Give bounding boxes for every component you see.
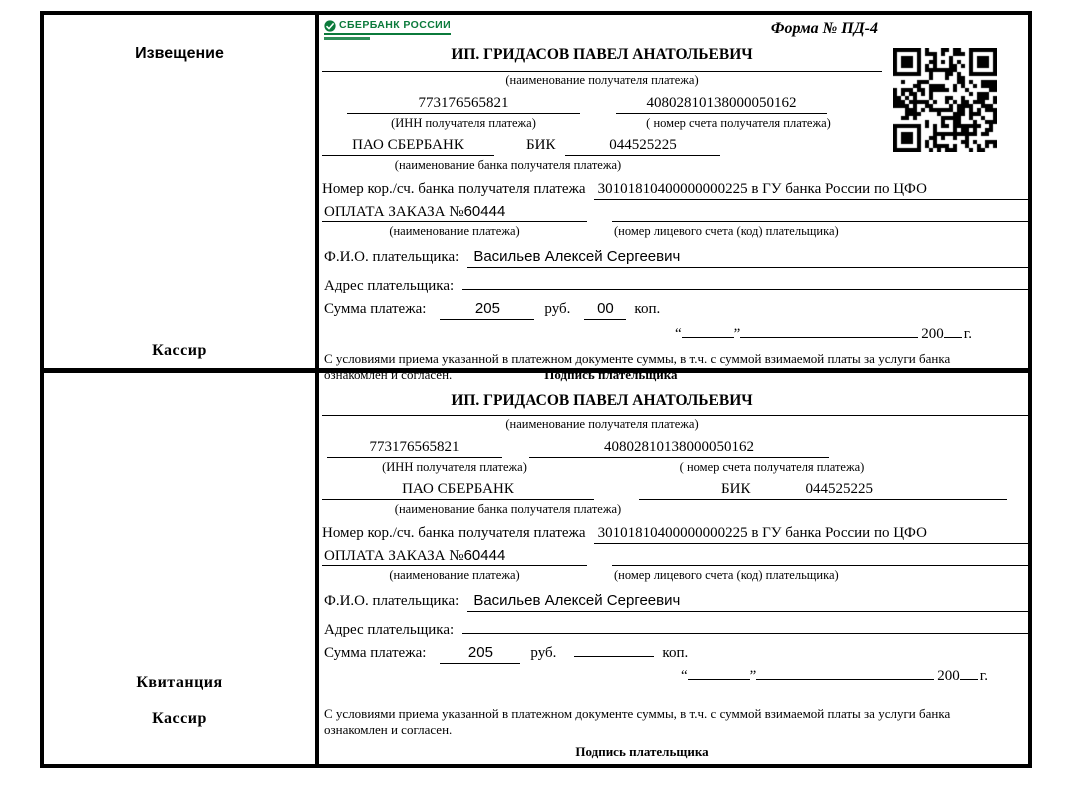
- sberbank-logo-tagline: [324, 37, 370, 40]
- qr-code: [893, 48, 997, 152]
- caption-personal-account: (номер лицевого счета (код) плательщика): [614, 568, 839, 583]
- corr-account-value: 30101810400000000225 в ГУ банка России по ЦФО: [594, 180, 1028, 200]
- payer-address-value: [462, 275, 1028, 290]
- rubles-label: руб.: [530, 645, 557, 662]
- caption-account: ( номер счета получателя платежа): [646, 115, 831, 130]
- caption-recipient-name: (наименование получателя платежа): [505, 417, 699, 432]
- payer-name-label: Ф.И.О. плательщика:: [324, 592, 460, 609]
- close-quote: ”: [749, 668, 757, 685]
- rubles-label: руб.: [544, 301, 571, 318]
- sum-rubles-value: 205: [440, 644, 520, 664]
- payer-address-label: Адрес плательщика:: [324, 621, 455, 638]
- account-value: 40802810138000050162: [529, 438, 829, 458]
- sberbank-logo: [324, 19, 451, 40]
- year-prefix: 200: [921, 326, 944, 343]
- payer-name-value: Васильев Алексей Сергеевич: [467, 592, 1028, 612]
- agreement-text-line1: С условиями приема указанной в платежном документе суммы, в т.ч. с суммой взимаемой платы за услуги банка: [324, 705, 951, 721]
- form-header: [322, 17, 1028, 45]
- recipient-title: ИП. ГРИДАСОВ ПАВЕЛ АНАТОЛЬЕВИЧ: [451, 392, 753, 409]
- corr-account-label: Номер кор./сч. банка получателя платежа: [322, 180, 586, 197]
- caption-bank-name: (наименование банка получателя платежа): [394, 502, 622, 517]
- payer-name-label: Ф.И.О. плательщика:: [324, 248, 460, 265]
- year-suffix: г.: [963, 326, 972, 343]
- agreement-text: [322, 706, 994, 739]
- notice-section: [44, 15, 1028, 383]
- inn-value: 773176565821: [347, 94, 580, 114]
- agreement-text-line1: С условиями приема указанной в платежном документе суммы, в т.ч. с суммой взимаемой платы за услуги банка: [324, 350, 951, 366]
- caption-inn: (ИНН получателя платежа): [391, 115, 536, 130]
- caption-payment-name: (наименование платежа): [389, 224, 520, 239]
- payment-name-value: [322, 547, 587, 567]
- pd4-payment-form: [40, 11, 1032, 768]
- corr-account-label: Номер кор./сч. банка получателя платежа: [322, 524, 586, 541]
- order-number-value: 60444: [463, 202, 506, 220]
- payer-signature-label: Подпись плательщика: [544, 367, 678, 383]
- payment-sum-label: Сумма платежа:: [324, 645, 427, 662]
- open-quote: “: [674, 326, 682, 343]
- cashier-label: Кассир: [152, 342, 207, 359]
- agreement-text-line2: ознакомлен и согласен.: [324, 722, 453, 738]
- year-prefix: 200: [937, 668, 960, 685]
- receipt-stub-column: [44, 373, 319, 764]
- personal-account-line: [612, 547, 1028, 567]
- bik-label: БИК: [526, 137, 556, 154]
- notice-label: Извещение: [135, 45, 224, 62]
- date-day-line: [682, 337, 734, 338]
- sberbank-logo-text: СБЕРБАНК РОССИИ: [339, 19, 452, 31]
- payer-name-value: Васильев Алексей Сергеевич: [467, 248, 1028, 268]
- sum-rubles-value: 205: [440, 300, 534, 320]
- cashier-label: Кассир: [152, 710, 207, 727]
- bik-label: БИК: [721, 481, 751, 498]
- year-line: [960, 679, 978, 680]
- caption-account: ( номер счета получателя платежа): [679, 459, 865, 474]
- kopecks-label: коп.: [662, 645, 689, 662]
- caption-recipient-name: (наименование получателя платежа): [505, 73, 699, 88]
- agreement-text-line2: ознакомлен и согласен.: [324, 367, 453, 383]
- account-value: 40802810138000050162: [616, 94, 827, 114]
- payer-address-label: Адрес плательщика:: [324, 277, 455, 294]
- corr-account-value: 30101810400000000225 в ГУ банка России по ЦФО: [594, 524, 1028, 544]
- caption-personal-account: (номер лицевого счета (код) плательщика): [614, 224, 839, 239]
- order-number-value: 60444: [463, 546, 506, 564]
- receipt-section: [44, 373, 1028, 764]
- receipt-form-body: [319, 373, 1028, 764]
- bank-name-value: ПАО СБЕРБАНК: [322, 480, 594, 500]
- payment-name-value: [322, 203, 587, 223]
- payment-name-label: ОПЛАТА ЗАКАЗА №: [324, 547, 464, 564]
- open-quote: “: [680, 668, 688, 685]
- receipt-label: Квитанция: [136, 674, 223, 691]
- date-month-line: [756, 679, 934, 680]
- form-number: Форма № ПД-4: [770, 20, 878, 37]
- caption-payment-name: (наименование платежа): [389, 568, 520, 583]
- notice-form-body: [319, 15, 1028, 383]
- caption-inn: (ИНН получателя платежа): [382, 459, 527, 474]
- date-day-line: [688, 679, 750, 680]
- payer-address-value: [462, 619, 1028, 634]
- sum-kopecks-value: [574, 656, 654, 657]
- payment-sum-label: Сумма платежа:: [324, 301, 427, 318]
- bank-name-value: ПАО СБЕРБАНК: [322, 136, 494, 156]
- year-suffix: г.: [979, 668, 988, 685]
- inn-value: 773176565821: [327, 438, 502, 458]
- personal-account-line: [612, 203, 1028, 223]
- bik-value: 044525225: [565, 136, 720, 156]
- payment-name-label: ОПЛАТА ЗАКАЗА №: [324, 203, 464, 220]
- bik-underline-block: [639, 480, 1007, 500]
- year-line: [944, 337, 962, 338]
- caption-bank-name: (наименование банка получателя платежа): [394, 158, 622, 173]
- recipient-title: ИП. ГРИДАСОВ ПАВЕЛ АНАТОЛЬЕВИЧ: [322, 45, 882, 72]
- bik-value: 044525225: [805, 481, 873, 498]
- sum-kopecks-value: 00: [584, 300, 626, 320]
- close-quote: ”: [733, 326, 741, 343]
- date-month-line: [740, 337, 918, 338]
- sberbank-logo-icon: [324, 20, 336, 32]
- notice-stub-column: [44, 15, 319, 368]
- kopecks-label: коп.: [634, 301, 661, 318]
- payer-signature-label: Подпись плательщика: [575, 744, 709, 760]
- title-rule: [322, 415, 1028, 416]
